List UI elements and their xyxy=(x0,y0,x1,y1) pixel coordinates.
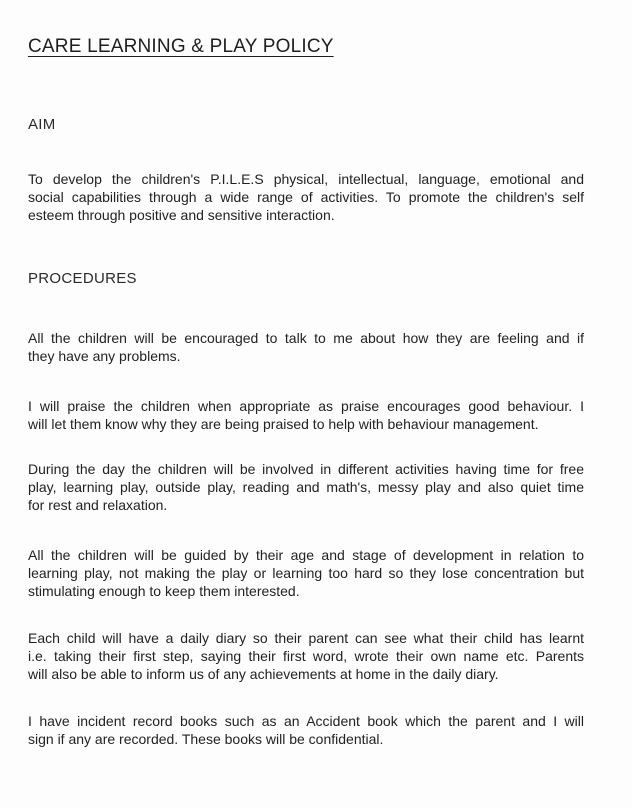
text-line: i.e. taking their first step, saying their first word, wrote their own name etc. Parents xyxy=(28,648,584,664)
aim-paragraph xyxy=(28,170,584,224)
text-line: will also be able to inform us of any achievements at home in the daily diary. xyxy=(28,666,499,682)
text-line: will let them know why they are being praised to help with behaviour management. xyxy=(28,416,539,432)
text-line: sign if any are recorded. These books will be confidential. xyxy=(28,731,384,747)
text-line: esteem through positive and sensitive interaction. xyxy=(28,207,335,223)
text-line: During the day the children will be involved in different activities having time for free xyxy=(28,461,584,477)
text-line: stimulating enough to keep them interested. xyxy=(28,583,300,599)
text-line: All the children will be encouraged to talk to me about how they are feeling and if xyxy=(28,330,584,346)
procedure-paragraph xyxy=(28,712,584,748)
text-line: social capabilities through a wide range of activities. To promote the children's self xyxy=(28,189,584,205)
text-line: learning play, not making the play or learning too hard so they lose concentration but xyxy=(28,565,584,581)
text-line: To develop the children's P.I.L.E.S physical, intellectual, language, emotional and xyxy=(28,171,584,187)
procedure-paragraph xyxy=(28,397,584,433)
text-line: All the children will be guided by their age and stage of development in relation to xyxy=(28,547,584,563)
text-line: I will praise the children when appropriate as praise encourages good behaviour. I xyxy=(28,398,584,414)
page-title: CARE LEARNING & PLAY POLICY xyxy=(28,36,334,57)
procedure-paragraph xyxy=(28,329,584,365)
procedure-paragraph xyxy=(28,460,584,514)
procedure-paragraph xyxy=(28,546,584,600)
text-line: play, learning play, outside play, reading and math's, messy play and also quiet time xyxy=(28,479,584,495)
text-line: I have incident record books such as an Accident book which the parent and I will xyxy=(28,713,584,729)
text-line: for rest and relaxation. xyxy=(28,497,168,513)
procedure-paragraph xyxy=(28,629,584,683)
aim-heading: AIM xyxy=(28,116,56,133)
procedures-heading: PROCEDURES xyxy=(28,270,137,287)
text-line: Each child will have a daily diary so their parent can see what their child has learnt xyxy=(28,630,584,646)
text-line: they have any problems. xyxy=(28,348,181,364)
